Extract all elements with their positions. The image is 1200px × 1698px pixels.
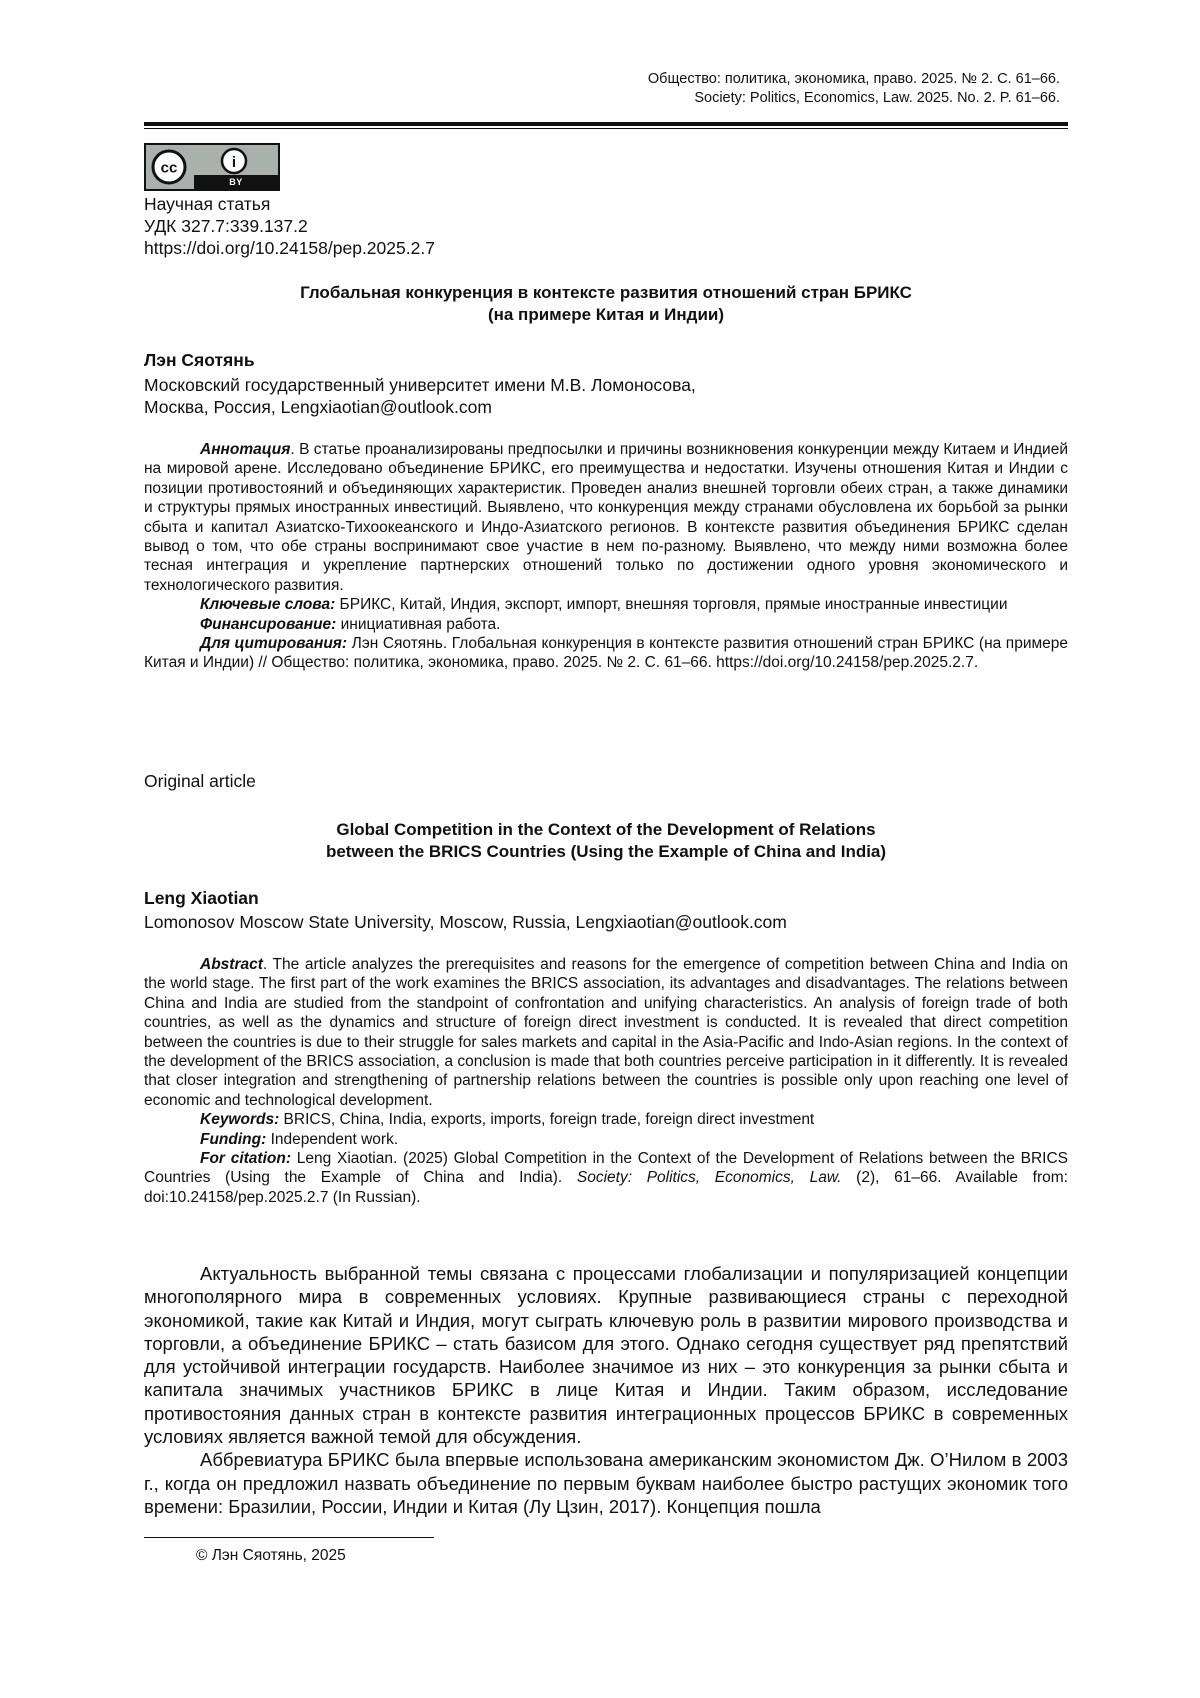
funding-ru [144,615,1068,634]
creative-commons-icon [151,149,187,185]
abstract-en [144,955,1068,1110]
affiliation-ru [144,374,696,418]
doi-link[interactable]: https://doi.org/10.24158/pep.2025.2.7 [144,238,435,258]
abstract-ru [144,440,1068,595]
funding-en [144,1130,1068,1149]
abstract-ru-label: Аннотация [200,441,291,458]
keywords-ru-label: Ключевые слова: [200,596,336,614]
citation-en-label: For citation: [200,1150,291,1168]
body-paragraph-2: Аббревиатура БРИКС была впервые использована американским экономистом Дж. О’Нилом в 2003 г., когда он предложил назвать объединение по первым буквам наиболее быстро растущих экономик того времени: Бразилии, России, Индии и Китая (Лу Цзин, 2017). Концепция пошла [144,1449,1068,1517]
affiliation-ru-line2: Москва, Россия, Lengxiaotian@outlook.com [144,397,492,417]
keywords-en-label: Keywords: [200,1111,280,1129]
citation-en-text-b: (2), 61–66. Available from: doi:10.24158/pep.2025.2.7 (In Russian). [144,1169,1068,1206]
article-meta [144,193,435,259]
running-head [648,70,1060,108]
keywords-ru [144,595,1068,614]
cc-text: cc [160,159,178,177]
title-en-line1: Global Competition in the Context of the Development of Relations [336,820,876,839]
body-paragraph-1: Актуальность выбранной темы связана с процессами глобализации и популяризацией концепции многополярного мира в современных условиях. Крупные развивающиеся страны с переходной экономикой, такие как Китай и Индия, могут сыграть ключевую роль в развитии мирового производства и торговли, а объединение БРИКС – стать базисом для этого. Однако сегодня существует ряд препятствий для устойчивой интеграции государств. Наиболее значимое из них – это конкуренция за рынки сбыта и капитала значимых участников БРИКС в лице Китая и Индии. Таким образом, исследование противостояния данных стран в контексте развития интеграционных процессов БРИКС в современных условиях является важной темой для обсуждения. [144,1263,1068,1448]
body-text [144,1262,1068,1518]
attribution-person-icon [220,147,248,175]
citation-en-journal: Society: Politics, Economics, Law. [576,1169,842,1187]
keywords-en-text: BRICS, China, India, exports, imports, foreign trade, foreign direct investment [279,1111,815,1129]
citation-ru-label: Для цитирования: [200,635,348,653]
funding-ru-label: Финансирование: [200,615,337,633]
header-rule-thin [144,128,1068,129]
running-head-ru: Общество: политика, экономика, право. 2025. № 2. С. 61–66. [647,71,1060,87]
article-type-en: Original article [144,771,256,791]
abstract-en-label: Abstract [200,956,263,973]
title-ru [144,282,1068,326]
citation-ru-text: Лэн Сяотянь. Глобальная конкуренция в контексте развития отношений стран БРИКС (на примере Китая и Индии) // Общество: политика, экономика, право. 2025. № 2. С. 61–66. https://doi.org/10.24158/pep.2025.2.7. [144,635,1069,672]
running-head-en: Society: Politics, Economics, Law. 2025. No. 2. P. 61–66. [694,90,1060,106]
affiliation-ru-line1: Московский государственный университет имени М.В. Ломоносова, [144,375,696,395]
author-ru: Лэн Сяотянь [144,350,255,370]
title-ru-line2: (на примере Китая и Индии) [487,305,725,324]
funding-en-text: Independent work. [266,1130,399,1148]
keywords-ru-text: БРИКС, Китай, Индия, экспорт, импорт, внешняя торговля, прямые иностранные инвестиции [335,596,1008,614]
abstract-en-block [144,955,1068,1207]
author-en: Leng Xiaotian [144,888,259,908]
affiliation-en: Lomonosov Moscow State University, Moscow, Russia, Lengxiaotian@outlook.com [144,912,787,932]
title-en-line2: between the BRICS Countries (Using the Example of China and India) [325,842,887,861]
cc-by-license-badge[interactable] [144,143,280,191]
citation-en-text-a: Leng Xiaotian. (2025) Global Competition in the Context of the Development of Relations between the BRICS Countries (Using the Example of China and India). [144,1150,1068,1187]
by-symbol: i [231,154,237,171]
article-type-ru: Научная статья [144,194,271,214]
keywords-en [144,1110,1068,1129]
copyright-footnote: © Лэн Сяотянь, 2025 [196,1547,346,1564]
title-en [144,819,1068,863]
header-rule-thick [144,122,1068,126]
citation-en [144,1149,1068,1207]
udk-code: УДК 327.7:339.137.2 [144,216,308,236]
abstract-ru-text: . В статье проанализированы предпосылки и причины возникновения конкуренции между Китаем и Индией на мировой арене. Исследовано объединение БРИКС, его преимущества и недостатки. Изучены отношения Китая и Индии с позиции противостояний и объединяющих характеристик. Проведен анализ внешней торговли обеих стран, а также динамики и структуры прямых иностранных инвестиций. Выявлено, что конкуренция между странами обусловлена их борьбой за рынки сбыта и капитал Азиатско-Тихоокеанского и Индо-Азиатского регионов. В контексте развития объединения БРИКС сделан вывод о том, что обе страны воспринимают свое участие в нем по-разному. Выявлено, что между ними возможна более тесная интеграция и укрепление партнерских отношений только по достижении одного уровня экономического и технологического развития. [144,441,1068,594]
title-ru-line1: Глобальная конкуренция в контексте развития отношений стран БРИКС [300,283,912,302]
footnote-rule [144,1537,434,1538]
license-by-label: BY [194,175,278,189]
citation-ru [144,634,1068,673]
abstract-ru-block [144,440,1068,673]
funding-ru-text: инициативная работа. [336,615,501,633]
funding-en-label: Funding: [200,1130,267,1148]
abstract-en-text: . The article analyzes the prerequisites and reasons for the emergence of competition between China and India on the world stage. The first part of the work examines the BRICS association, its advantages and disadvantages. The relations between China and India are studied from the standpoint of confrontation and unifying characteristics. An analysis of foreign trade of both countries, as well as the dynamics and structure of foreign direct investment is conducted. It is revealed that direct competition between the countries is due to their struggle for sales markets and capital in the Asia-Pacific and Indo-Asian regions. In the context of the development of the BRICS association, a conclusion is made that both countries perceive participation in it differently. It is revealed that closer integration and strengthening of partnership relations between the countries is possible only upon reaching one level of economic and technological development. [144,956,1068,1109]
